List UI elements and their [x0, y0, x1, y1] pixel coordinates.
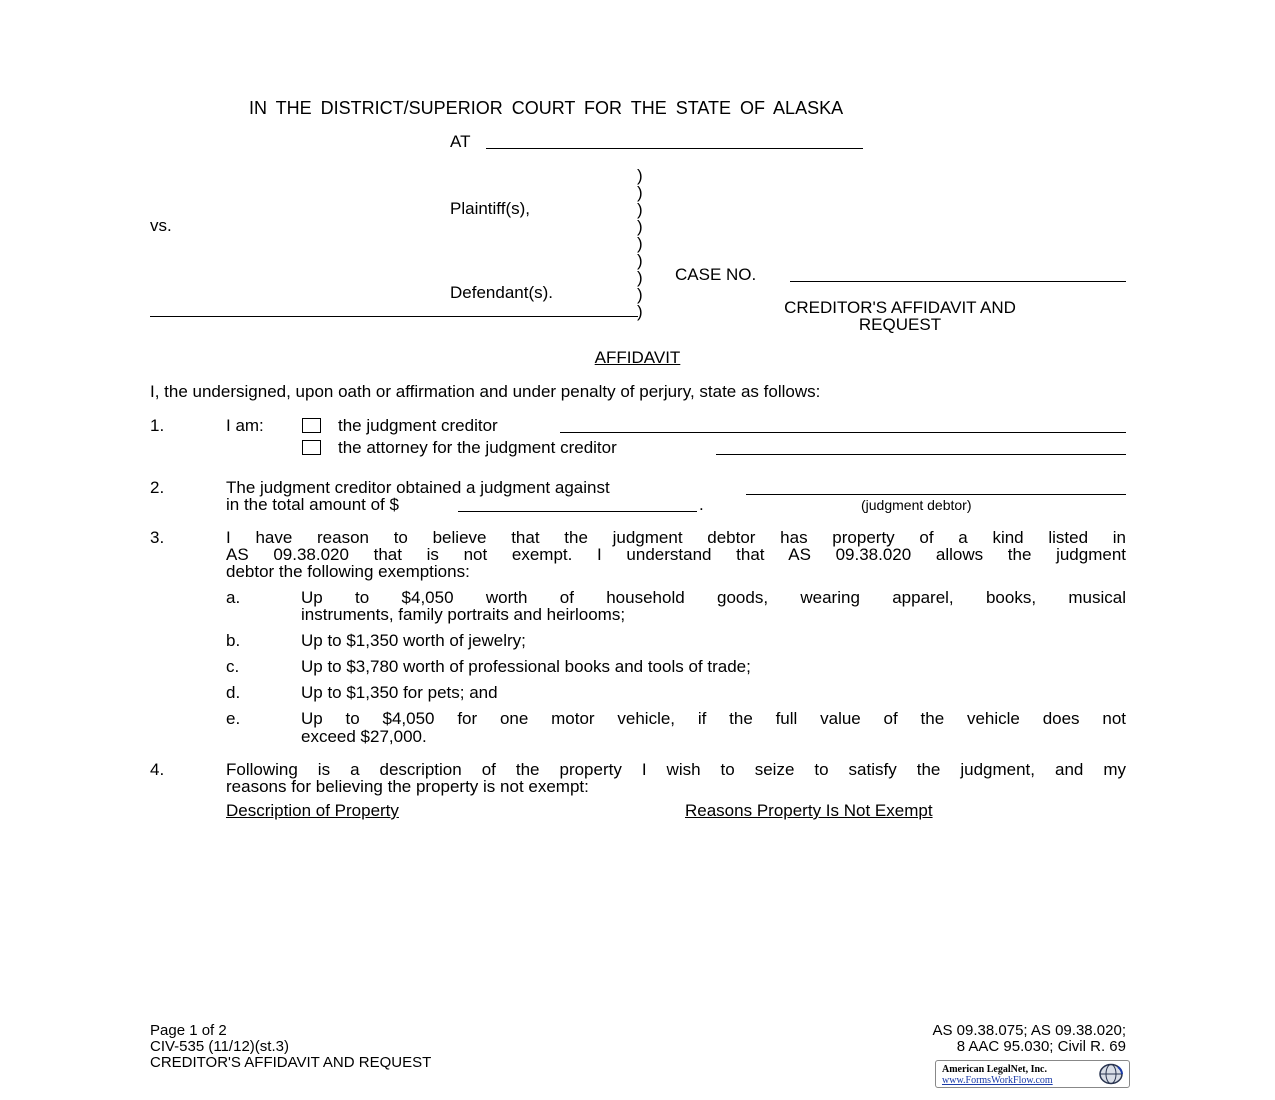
attorney-field[interactable] [716, 454, 1126, 455]
item-number: 3. [150, 528, 165, 547]
item2-line2-prefix: in the total amount of $ [226, 495, 399, 514]
globe-icon [1096, 1063, 1126, 1085]
exemption-a-line2: instruments, family portraits and heirlooms; [301, 605, 626, 624]
item4-line2: reasons for believing the property is not exempt: [226, 777, 589, 796]
defendant-label: Defendant(s). [450, 283, 553, 302]
exemption-c: Up to $3,780 worth of professional books and tools of trade; [301, 657, 751, 676]
caption-paren: ) [637, 234, 643, 253]
caption-paren: ) [637, 217, 643, 236]
court-title: IN THE DISTRICT/SUPERIOR COURT FOR THE STATE OF ALASKA [249, 98, 844, 118]
caption-paren: ) [637, 251, 643, 270]
exemption-letter: e. [226, 709, 241, 728]
section-heading: AFFIDAVIT [594, 348, 681, 367]
caption-paren: ) [637, 302, 643, 321]
doc-title-line2: REQUEST [858, 315, 942, 334]
item-number: 4. [150, 760, 165, 779]
logo-website-link[interactable]: www.FormsWorkFlow.com [942, 1075, 1053, 1086]
plaintiff-label: Plaintiff(s), [450, 199, 530, 218]
total-amount-field[interactable] [458, 511, 697, 512]
caption-paren: ) [637, 200, 643, 219]
vs-label: vs. [150, 216, 172, 235]
exemption-a-line1: Up to $4,050 worth of household goods, wearing apparel, books, musical [301, 588, 1126, 607]
caption-paren: ) [637, 268, 643, 287]
form-title-footer: CREDITOR'S AFFIDAVIT AND REQUEST [150, 1054, 432, 1071]
exemption-b: Up to $1,350 worth of jewelry; [301, 631, 526, 650]
option-judgment-creditor: the judgment creditor [338, 416, 498, 435]
judgment-creditor-field[interactable] [560, 432, 1126, 433]
statutes-line2: 8 AAC 95.030; Civil R. 69 [956, 1038, 1126, 1055]
option-attorney: the attorney for the judgment creditor [338, 438, 617, 457]
case-no-field[interactable] [790, 281, 1126, 282]
reasons-column-heading: Reasons Property Is Not Exempt [685, 801, 933, 820]
caption-paren: ) [637, 285, 643, 304]
exemption-d: Up to $1,350 for pets; and [301, 683, 498, 702]
defendant-name-field[interactable] [150, 316, 638, 317]
doc-title-line1: CREDITOR'S AFFIDAVIT AND [784, 298, 1016, 317]
exemption-e-line1: Up to $4,050 for one motor vehicle, if the full value of the vehicle does not [301, 709, 1126, 728]
page-number: Page 1 of 2 [150, 1022, 227, 1039]
court-location-field[interactable] [486, 148, 863, 149]
checkbox-attorney[interactable] [302, 440, 321, 455]
item3-line1: I have reason to believe that the judgment debtor has property of a kind listed in [226, 528, 1126, 547]
judgment-debtor-caption: (judgment debtor) [861, 497, 972, 513]
item3-line2: AS 09.38.020 that is not exempt. I understand that AS 09.38.020 allows the judgment [226, 545, 1126, 564]
exemption-letter: a. [226, 588, 241, 607]
intro-text: I, the undersigned, upon oath or affirmation and under penalty of perjury, state as follows: [150, 382, 821, 401]
judgment-debtor-field[interactable] [746, 494, 1126, 495]
exemption-e-line2: exceed $27,000. [301, 727, 427, 746]
form-id: CIV-535 (11/12)(st.3) [150, 1038, 289, 1055]
item-number: 1. [150, 416, 165, 435]
case-no-label: CASE NO. [675, 265, 757, 284]
logo-company-name: American LegalNet, Inc. [942, 1064, 1047, 1075]
statutes-line1: AS 09.38.075; AS 09.38.020; [932, 1022, 1126, 1039]
exemption-letter: d. [226, 683, 241, 702]
item-number: 2. [150, 478, 165, 497]
item1-lead: I am: [226, 416, 264, 435]
caption-paren: ) [637, 183, 643, 202]
item2-line1: The judgment creditor obtained a judgment against [226, 478, 610, 497]
item4-line1: Following is a description of the property I wish to seize to satisfy the judgment, and my [226, 760, 1126, 779]
item3-line3: debtor the following exemptions: [226, 562, 470, 581]
exemption-letter: b. [226, 631, 241, 650]
at-label: AT [450, 132, 471, 151]
american-legalnet-logo[interactable] [935, 1060, 1130, 1088]
checkbox-judgment-creditor[interactable] [302, 418, 321, 433]
description-column-heading: Description of Property [226, 801, 399, 820]
exemption-letter: c. [226, 657, 240, 676]
item2-line2-suffix: . [699, 495, 704, 514]
caption-paren: ) [637, 166, 643, 185]
